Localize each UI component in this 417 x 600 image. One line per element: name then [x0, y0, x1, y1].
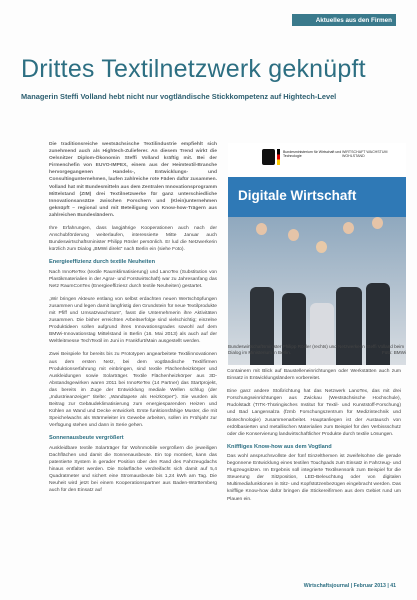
paragraph-3: „Wir bringen Akteure entlang von selbst erdachten neuen Wertschöpfungen zusammen und legen damit langfristig den Grundstein für neue Textilprodukte mit Pfiff und Umsatzwachstum“, fasst die Unternehmerin ihre Aktivitäten zusammen. Die bisher erreichten Arbeitserfolge sind vielschichtig; einzelne Produktideen sollen aufgrund ihres Innovationsgrades sowohl auf dem BMWi-Innovationstag Mittelstand in Berlin (16. Mai 2013) als auch auf der Weltleitmesse TechTextil im Juni in Frankfurt/Main ausgestellt werden.	[49, 296, 217, 345]
right-paragraph-2: Eine ganz andere Stoßrichtung hat das Netzwerk LanoTex, das mit drei Forschungseinrichtungen aus Zwickau (Westsächsische Hochschule), Rudolstadt (TITK-Thüringisches Institut für Textil- und Kunststoff-Forschung) und Bad Langensalza (fzmb Forschungszentrum für Medizintechnik und Biotechnologie) zusammenarbeitet. Hauptanliegen ist der Austausch von erdölbasierten und metallischen Materialien zum Beispiel für den Verbissschutz oder die Konservierung landwirtschaftlicher Produkte durch textile Lösungen.	[227, 389, 401, 437]
caption-text: Bundeswirtschaftsminister Philipp Rösler (rechts) und Netzwerkerin Steffi Volland beim Dialog im Ministerium in Berlin.	[228, 344, 405, 355]
intro-paragraph: Die traditionsreiche westsächsische Textilindustrie empfiehlt sich zunehmend auch als Hightech-Zulieferer. An diesem Trend wirkt die Oelsnitzer Diplom-Ökonomin Steffi Volland kräftig mit. Bei der Firmenchefin von EUVO-IMPEX, einem aus der Heimtextil-Branche hervorgegangenen Handels-, Entwicklungs- und Consultingunternehmen, laufen zahlreiche rote Fäden dafür zusammen. Volland hat mit Bundesmitteln aus dem Zentralen Innovationsprogramm Mittelstand (ZIM) drei Textilnetzwerke für ganz unterschiedliche Innovationsansätze zwischen Forschern und (Klein)unternehmen geknüpft – regional und mit Beteiligung von Know-how-Trägern aus zahlreichen Bundesländern.	[49, 142, 217, 218]
ministry-logo-text: Bundesministerium für Wirtschaft und Technologie	[283, 150, 342, 159]
article-photo	[228, 143, 406, 365]
person-4-head	[343, 222, 354, 234]
paragraph-5: Auskleidbare textile Solarträger für Wohnmobile vergrößern die jeweiligen Dachflächen und damit die Sonnenausbeute. Ein top montiert, kann das patentierte System in gerader Position über den Rand des Fahrzeugdachs hinaus entfaltet werden. Die Solarfläche verdreifacht sich damit auf 5,4 Quadratmeter und sichert eine Stromausbeute bis 1,24 kWh am Tag. Die Neuheit wird jetzt bei einem Kooperationspartner aus Baden-Württemberg auch für den Einsatz auf	[49, 445, 217, 494]
page-footer: Wirtschaftsjournal | Februar 2013 | 41	[303, 583, 396, 589]
person-1-head	[256, 223, 267, 235]
people-group	[228, 217, 406, 365]
paragraph-4: Zwei Beispiele für bereits bis zu Prototypen angearbeitete Textilinnovationen aus dem ersten Netz, bei dem vogtländische Textilfirmen Produktionserfahrung mit einbringen, sind textile Flächenheizkörper und Auskleidungen sowie Solarträger. Textile Flächenheizkörper aus 3D-Abstandsgewirken waren 2011 bei InnoReTex (14 Partner) das Startprojekt, das bereits im Zuge der Entwicklung mediale Wellen schlug (der „Industrieanzeiger“ titelte: „Wandtapete als Heizkörper“). Sie wurden als Beitrag zur Gebäudeklimatisierung zum energiesparenden Heizen und Kühlen an Wand und Decke entwickelt. Erste funktionsfähige Muster, die mit Speichelwachs als Wärmeleiter im Gewebe arbeiten, sollen im Frühjahr zur Verfügung stehen und dann in Serie gehen.	[49, 352, 217, 429]
heading-sun: Sonnenausbeute vergrößert	[49, 435, 124, 442]
federal-eagle-icon	[262, 149, 275, 165]
photo-banner	[228, 177, 406, 217]
photo-credit: Foto: BMWi	[382, 350, 406, 355]
photo-caption	[228, 344, 406, 356]
person-5-head	[372, 217, 383, 229]
paragraph-2: Nach InnoReTex (textile Raumklimatisierung) und LanoTex (Substitution von Plastikmaterialien in der Agrar- und Forstwirtschaft) war zu Jahresanfang das Netz RaumConTex (Energieeffizienz durch textile Neuheiten) gestartet.	[49, 269, 217, 289]
paragraph-1: Ihre Erfahrungen, dass langjährige Kooperationen auch nach der Anschubförderung weiterlaufen, interessierte Mitte Januar auch Bundeswirtschaftsminister Philipp Rösler persönlich. Er lud die Netzwerkerin kürzlich zum Dialog „BMWi direkt“ nach Berlin ein (siehe Foto).	[49, 226, 217, 253]
article-subhead: Managerin Steffi Volland hebt nicht nur vogtländische Stickkompetenz auf Hightech-Level	[21, 92, 337, 101]
right-paragraph-3: Das wohl anspruchsvollste der fünf Einzelthemen ist zweifelsohne die gerade begonnene Entwicklung eines textilen Touchpads zum Einsatz in Fahrzeug- und Flugzeugsitzen. Im Ergebnis soll integrierte Textilsensorik zum Beispiel für die Steuerung der Sitzposition, LED-Beleuchtung oder von digitalen Multimediafunktionen in Sitz- und Kopfstützenbezügen eingebracht werden. Das knifflige Know-how dafür bringen die Stickereifirmen aus dem Gebiet rund um Plauen ein.	[227, 453, 401, 502]
right-column	[227, 368, 401, 509]
heading-energy: Energieeffizienz durch textile Neuheiten	[49, 259, 155, 266]
photo-logo-strip	[228, 143, 406, 177]
banner-text: Digitale Wirtschaft	[238, 188, 357, 203]
german-flag-icon	[277, 149, 280, 165]
heading-knowhow: Kniffliges Know-how aus dem Vogtland	[227, 443, 332, 450]
article-headline: Drittes Textilnetzwerk geknüpft	[21, 55, 366, 83]
person-3-head	[316, 241, 327, 253]
person-3	[310, 303, 334, 365]
right-paragraph-1: Containern mit Blick auf Baustelleneinrichtungen oder Werkstätten auch zum Einsatz in Entwicklungsländern vorbereitet.	[227, 369, 401, 382]
person-2-head	[288, 229, 299, 241]
left-column	[49, 141, 217, 500]
section-label: Aktuelles aus den Firmen	[292, 14, 396, 26]
wwg-logo-text: WIRTSCHAFT WACHSTUM WOHLSTAND	[342, 150, 388, 159]
